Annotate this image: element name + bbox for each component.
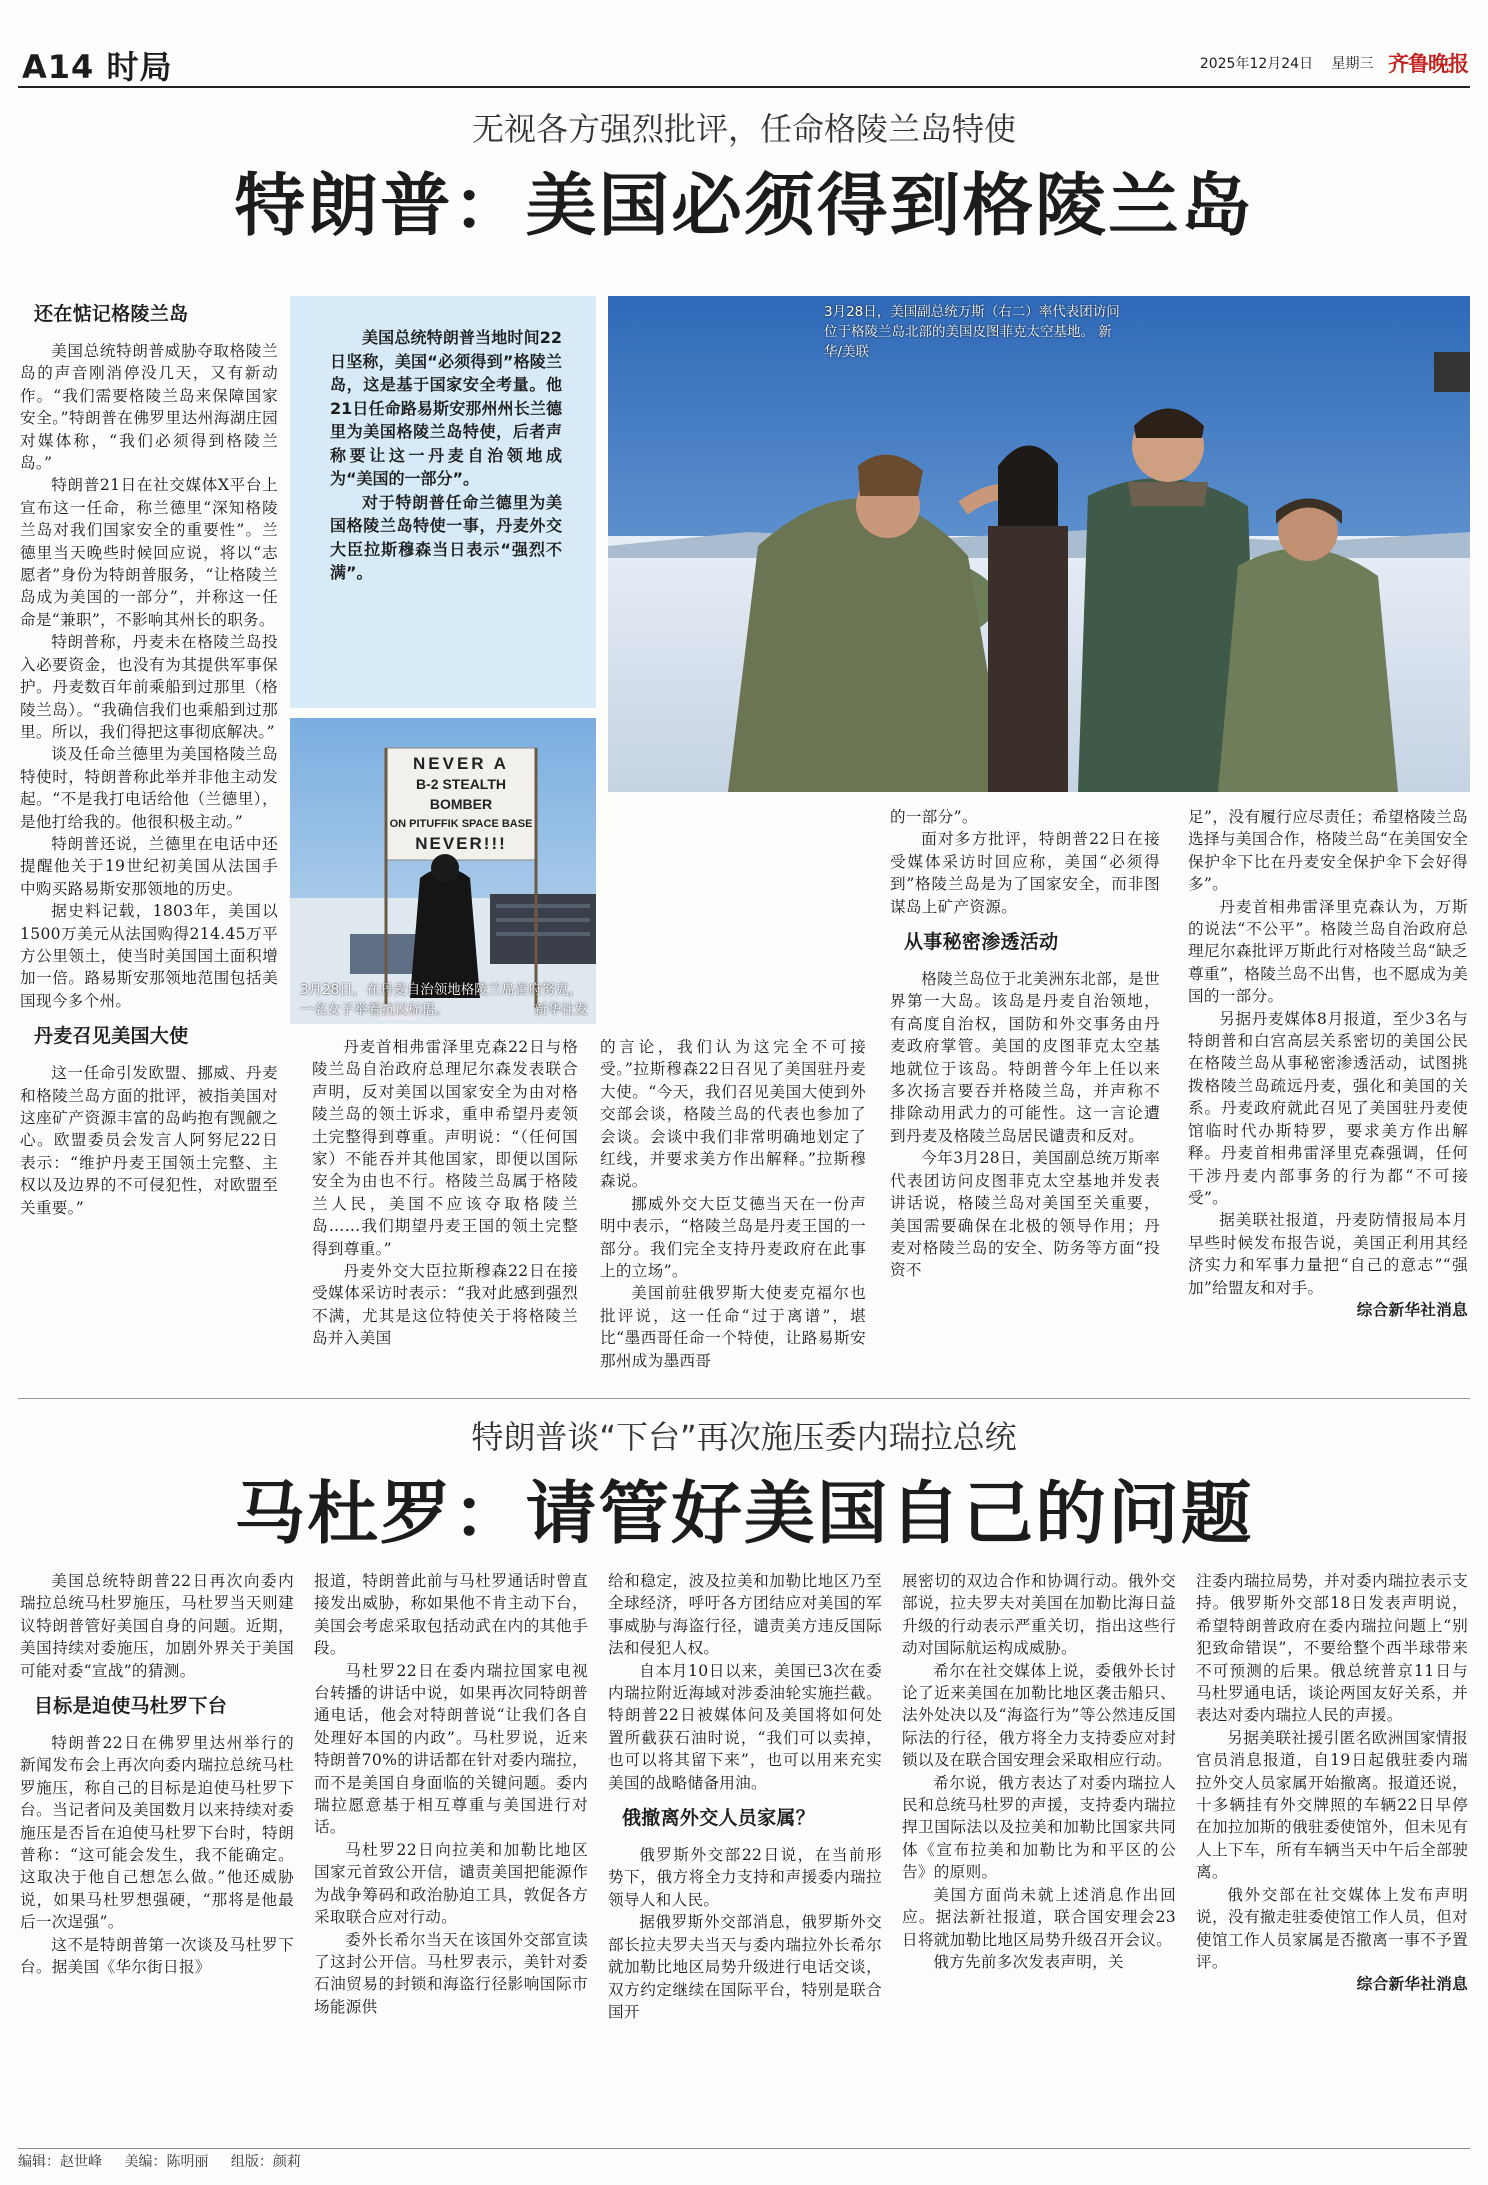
paragraph: 据史料记载，1803年，美国以1500万美元从法国购得214.45万平方公里领土，使当时美国国土面积增加一倍。路易斯安那领地范围包括美国现今多个州。: [20, 902, 278, 1010]
story1-column-6: [1188, 806, 1468, 1321]
issue-weekday: 星期三: [1331, 56, 1374, 72]
sign-line: ON PITUFFIK SPACE BASE: [389, 818, 533, 830]
story1-column-5: [890, 806, 1160, 1282]
story2-column-5: [1196, 1570, 1468, 1996]
footer-rule: [18, 2148, 1470, 2149]
issue-date: 2025年12月24日: [1199, 56, 1314, 72]
paragraph: 今年3月28日，美国副总统万斯率代表团访问皮图菲克太空基地并发表讲话说，格陵兰岛对美国至关重要，美国需要确保在北极的领导作用；丹麦对格陵兰岛的安全、防务等方面“投资不: [890, 1149, 1160, 1280]
byline: 综合新华社消息: [1356, 1975, 1468, 1994]
photo-image: [608, 296, 1470, 792]
story2-column-4: [902, 1570, 1176, 1973]
subheading: 还在惦记格陵兰岛: [34, 303, 189, 325]
paragraph: 特朗普称，丹麦未在格陵兰岛投入必要资金，也没有为其提供军事保护。丹麦数百年前乘船到过那里（格陵兰岛）。“我确信我们也乘船到过那里。所以，我们得把这事彻底解决。”: [20, 633, 278, 741]
story2-column-2: [314, 1570, 588, 2018]
paragraph: 马杜罗22日在委内瑞拉国家电视台转播的讲话中说，如果再次同特朗普通电话，他会对特朗普说“让我们各自处理好本国的内政”。马杜罗说，近来特朗普70%的讲话都在针对委内瑞拉，而不是美国自身面临的关键问题。委内瑞拉愿意基于相互尊重与美国进行对话。: [314, 1661, 588, 1837]
lead-text: [330, 326, 562, 585]
paragraph: 美国方面尚未就上述消息作出回应。据法新社报道，联合国安理会23日将就加勒比地区局势升级召开会议。: [902, 1885, 1176, 1949]
story2-headline: 马杜罗：请管好美国自己的问题: [234, 1475, 1254, 1554]
sign-line: NEVER A: [413, 754, 509, 773]
subheading: 丹麦召见美国大使: [34, 1025, 189, 1048]
paragraph: 另据美联社援引匿名欧洲国家情报官员消息报道，自19日起俄驻委内瑞拉外交人员家属开始撤离。报道还说，十多辆挂有外交牌照的车辆22日早停在加拉加斯的俄驻委使馆外，但未见有人上下车，所有车辆当天中午后全部驶离。: [1196, 1728, 1468, 1882]
protest-sign-text: [388, 754, 534, 854]
photo-protest-sign: [290, 718, 596, 1024]
subheading: 俄撤离外交人员家属？: [622, 1807, 816, 1830]
editor-credit: 编辑：赵世峰: [18, 2154, 102, 2170]
paragraph: 丹麦外交大臣拉斯穆森22日在接受媒体采访时表示：“我对此感到强烈不满，尤其是这位特使关于将格陵兰岛并入美国: [312, 1262, 578, 1348]
paragraph: 格陵兰岛位于北美洲东北部，是世界第一大岛。该岛是丹麦自治领地，有高度自治权，国防和外交事务由丹麦政府掌管。美国的皮图菲克太空基地就位于该岛。特朗普今年上任以来多次扬言要吞并格陵兰岛，并声称不排除动用武力的可能性。这一言论遭到丹麦及格陵兰岛居民谴责和反对。: [890, 970, 1160, 1145]
story2-column-1: [20, 1570, 294, 1979]
paragraph: 报道，特朗普此前与马杜罗通话时曾直接发出威胁，称如果他不肯主动下台，美国会考虑采取包括动武在内的其他手段。: [314, 1572, 588, 1658]
story1-headline: 特朗普：美国必须得到格陵兰岛: [234, 167, 1254, 246]
story2-column-3: [608, 1570, 882, 2023]
paragraph: 据美联社报道，丹麦防情报局本月早些时候发布报告说，美国正利用其经济实力和军事力量把“自己的意志”“强加”给盟友和对手。: [1188, 1211, 1468, 1297]
story1-column-1: [20, 300, 278, 1219]
lead-paragraph: 美国总统特朗普当地时间22日坚称，美国“必须得到”格陵兰岛，这是基于国家安全考量。他21日任命路易斯安那州州长兰德里为美国格陵兰岛特使，后者声称要让这一丹麦自治领地成为“美国的一部分”。: [330, 328, 562, 488]
paragraph: 足”，没有履行应尽责任；希望格陵兰岛选择与美国合作，格陵兰岛“在美国安全保护伞下比在丹麦安全保护伞下会好得多”。: [1188, 808, 1468, 894]
story1-column-3: [312, 1036, 578, 1350]
paragraph: 俄罗斯外交部22日说，在当前形势下，俄方将全力支持和声援委内瑞拉领导人和人民。: [608, 1846, 882, 1909]
paragraph: 自本月10日以来，美国已3次在委内瑞拉附近海域对涉委油轮实施拦截。特朗普22日被媒体问及美国将如何处置所截获石油时说，“我们可以卖掉，也可以将其留下来”，也可以用来充实美国的战略储备用油。: [608, 1661, 882, 1792]
paragraph: 特朗普21日在社交媒体X平台上宣布这一任命，称兰德里“深知格陵兰岛对我们国家安全的重要性”。兰德里当天晚些时候回应说，将以“志愿者”身份为特朗普服务，“让格陵兰岛成为美国的一部分”，并称这一任命是“兼职”，不影响其州长的职务。: [20, 476, 278, 629]
masthead-info: [1200, 48, 1468, 78]
lead-paragraph: 对于特朗普任命兰德里为美国格陵兰岛特使一事，丹麦外交大臣拉斯穆森当日表示“强烈不满”。: [330, 492, 562, 582]
subheading: 从事秘密渗透活动: [904, 931, 1059, 954]
paragraph: 谈及任命兰德里为美国格陵兰岛特使时，特朗普称此举并非他主动发起。“不是我打电话给他（兰德里），是他打给我的。他很积极主动。”: [20, 745, 278, 831]
newspaper-logo: 齐鲁晚报: [1388, 51, 1468, 76]
photo-caption: 3月28日，在丹麦自治领地格陵兰岛首府努克，一名女子举着抗议标语。: [300, 982, 583, 1018]
lead-summary-box: [290, 296, 596, 708]
story1-kicker: 无视各方强烈批评，任命格陵兰岛特使: [471, 110, 1016, 148]
page-credits: [18, 2151, 301, 2171]
paragraph: 给和稳定，波及拉美和加勒比地区乃至全球经济，呼吁各方团结应对美国的军事威胁与海盗行径，谴责美方违反国际法和侵犯人权。: [608, 1572, 882, 1658]
photo-vance-greenland: [608, 296, 1470, 792]
designer-credit: 美编：陈明丽: [124, 2154, 209, 2170]
subheading: 目标是迫使马杜罗下台: [34, 1695, 228, 1718]
page-section-label: A14 时局: [22, 48, 173, 86]
paragraph: 俄外交部在社交媒体上发布声明说，没有撤走驻委使馆工作人员，但对使馆工作人员家属是否撤离一事不予置评。: [1196, 1885, 1468, 1971]
paragraph: 这不是特朗普第一次谈及马杜罗下台。据美国《华尔街日报》: [20, 1935, 294, 1977]
paragraph: 美国总统特朗普威胁夺取格陵兰岛的声音刚消停没几天，又有新动作。“我们需要格陵兰岛来保障国家安全。”特朗普在佛罗里达州海湖庄园对媒体称，“我们必须得到格陵兰岛。”: [20, 342, 278, 473]
paragraph: 注委内瑞拉局势，并对委内瑞拉表示支持。俄罗斯外交部18日发表声明说，希望特朗普政府在委内瑞拉问题上“别犯致命错误”，不要给整个西半球带来不可预测的后果。俄总统普京11日与马杜罗通电话，谈论两国友好关系，并表达对委内瑞拉人民的声援。: [1196, 1572, 1468, 1725]
photo-credit: 新华社发: [534, 1002, 588, 1018]
paragraph: 面对多方批评，特朗普22日在接受媒体采访时回应称，美国“必须得到”格陵兰岛是为了国家安全，而非图谋岛上矿产资源。: [890, 830, 1160, 916]
paragraph: 的言论，我们认为这完全不可接受。”拉斯穆森22日召见了美国驻丹麦大使。“今天，我们召见美国大使到外交部会谈，格陵兰岛的代表也参加了会谈。会谈中我们非常明确地划定了红线，并要求美方作出解释。”拉斯穆森说。: [600, 1038, 866, 1191]
paragraph: 这一任命引发欧盟、挪威、丹麦和格陵兰岛方面的批评，被指美国对这座矿产资源丰富的岛屿抱有觊觎之心。欧盟委员会发言人阿努尼22日表示：“维护丹麦王国领土完整、主权以及边界的不可侵犯性，对欧盟至关重要。”: [20, 1064, 278, 1217]
paragraph: 丹麦首相弗雷泽里克森认为，万斯的说法“不公平”。格陵兰岛自治政府总理尼尔森批评万斯此行对格陵兰岛“缺乏尊重”，格陵兰岛不出售，也不愿成为美国的一部分。: [1188, 897, 1468, 1006]
paragraph: 的一部分”。: [890, 808, 978, 826]
paragraph: 马杜罗22日向拉美和加勒比地区国家元首致公开信，谴责美国把能源作为战争筹码和政治胁迫工具，敦促各方采取联合应对行动。: [314, 1840, 588, 1927]
paragraph: 俄方先前多次发表声明，关: [933, 1952, 1124, 1971]
paragraph: 希尔在社交媒体上说，委俄外长讨论了近来美国在加勒比地区袭击船只、法外处决以及“海盗行为”等公然违反国际法的行径，俄方将全力支持委应对封锁以及在联合国安理会采取相应行动。: [902, 1661, 1176, 1770]
paragraph: 另据丹麦媒体8月报道，至少3名与特朗普和白宫高层关系密切的美国公民在格陵兰岛从事秘密渗透活动，试图挑拨格陵兰岛疏远丹麦，强化和美国的关系。丹麦政府就此召见了美国驻丹麦使馆临时代办斯特罗，要求美方作出解释。丹麦首相弗雷泽里克森强调，任何干涉丹麦内部事务的行为都“不可接受”。: [1188, 1009, 1468, 1207]
paragraph: 委外长希尔当天在该国外交部宣读了这封公开信。马杜罗表示，美针对委石油贸易的封锁和海盗行径影响国际市场能源供: [314, 1930, 588, 2016]
paragraph: 丹麦首相弗雷泽里克森22日与格陵兰岛自治政府总理尼尔森发表联合声明，反对美国以国家安全为由对格陵兰岛的领土诉求，重申希望丹麦领土完整得到尊重。声明说：“（任何国家）不能吞并其他国家，即便以国际安全为由也不行。格陵兰岛属于格陵兰人民，美国不应该夺取格陵兰岛……我们期望丹麦王国的领土完整得到尊重。”: [312, 1038, 578, 1258]
header-rule: [18, 86, 1470, 88]
sign-line: NEVER!!!: [415, 834, 507, 853]
photo-caption: 3月28日，美国副总统万斯（右二）率代表团访问位于格陵兰岛北部的美国皮图菲克太空基地。 新华/美联: [824, 304, 1120, 360]
paragraph: 特朗普还说，兰德里在电话中还提醒他关于19世纪初美国从法国手中购买路易斯安那领地的历史。: [20, 834, 278, 898]
story1-column-4: [600, 1036, 866, 1372]
paragraph: 挪威外交大臣艾德当天在一份声明中表示，“格陵兰岛是丹麦王国的一部分。我们完全支持丹麦政府在此事上的立场”。: [600, 1194, 866, 1281]
paragraph: 希尔说，俄方表达了对委内瑞拉人民和总统马杜罗的声援，支持委内瑞拉捍卫国际法以及拉美和加勒比国家共同体《宣布拉美和加勒比为和平区的公告》的原则。: [902, 1773, 1176, 1882]
story-divider: [18, 1398, 1470, 1399]
sign-line: B-2 STEALTH BOMBER: [416, 776, 506, 812]
paragraph: 据俄罗斯外交部消息，俄罗斯外交部长拉夫罗夫当天与委内瑞拉外长希尔就加勒比地区局势升级进行电话交谈，双方约定继续在国际平台，特别是联合国开: [608, 1913, 882, 2021]
paragraph: 美国前驻俄罗斯大使麦克福尔也批评说，这一任命“过于离谱”，堪比“墨西哥任命一个特使，让路易斯安那州成为墨西哥: [600, 1284, 866, 1370]
paragraph: 特朗普22日在佛罗里达州举行的新闻发布会上再次向委内瑞拉总统马杜罗施压，称自己的目标是迫使马杜罗下台。当记者问及美国数月以来持续对委施压是否旨在迫使马杜罗下台时，特朗普称：“这可能会发生，我不能确定。这取决于他自己想怎么做。”他还威胁说，如果马杜罗想强硬，“那将是他最后一次逞强”。: [20, 1734, 294, 1932]
paragraph: 展密切的双边合作和协调行动。俄外交部说，拉夫罗夫对美国在加勒比海日益升级的行动表示严重关切，指出这些行动对国际航运构成威胁。: [902, 1572, 1176, 1658]
paragraph: 美国总统特朗普22日再次向委内瑞拉总统马杜罗施压，马杜罗当天则建议特朗普管好美国自身的问题。近期，美国持续对委施压，加剧外界关于美国可能对委“宣战”的猜测。: [20, 1572, 294, 1680]
layout-credit: 组版：颜莉: [230, 2154, 301, 2170]
story2-kicker: 特朗普谈“下台”再次施压委内瑞拉总统: [471, 1418, 1017, 1456]
byline: 综合新华社消息: [1356, 1300, 1468, 1319]
